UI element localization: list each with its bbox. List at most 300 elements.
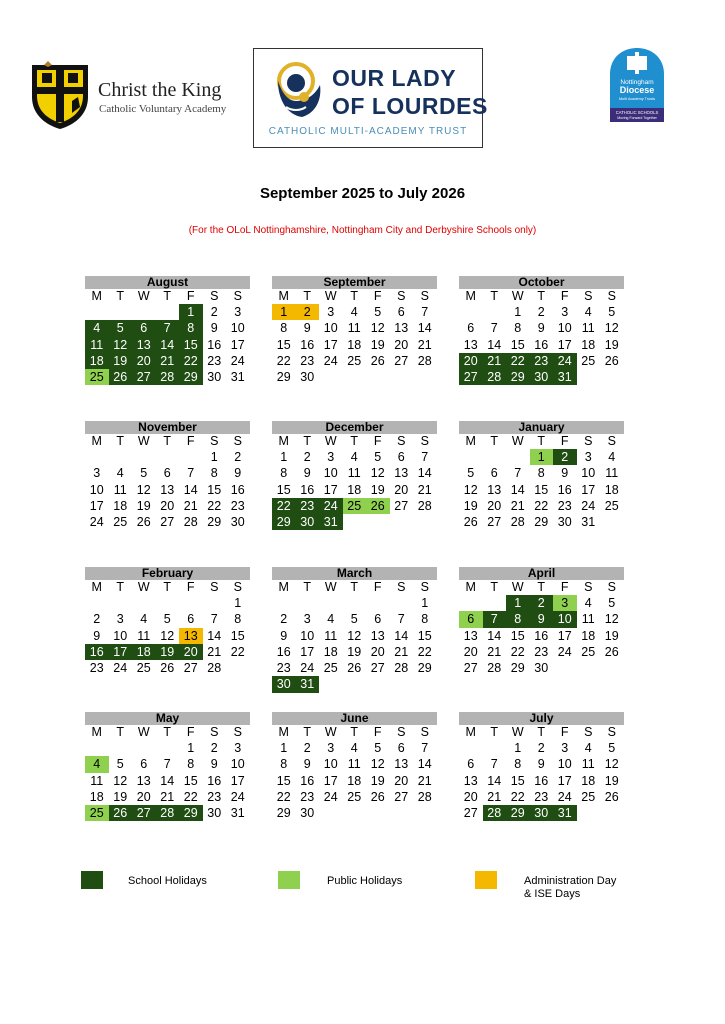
calendar-day: 13: [394, 757, 409, 772]
calendar-day: 21: [417, 773, 432, 788]
calendar-day-empty: [179, 449, 203, 465]
calendar-day: 26: [463, 515, 478, 530]
weekday-label: M: [278, 434, 289, 448]
calendar-day: 28: [487, 661, 502, 676]
calendar-day: 21: [487, 644, 502, 659]
calendar-week: [459, 805, 624, 821]
weekday-label: T: [163, 725, 172, 739]
page-title: September 2025 to July 2026: [259, 185, 466, 202]
calendar-day: 11: [85, 337, 109, 353]
calendar-day: 5: [350, 612, 358, 627]
calendar-day: 14: [417, 466, 432, 481]
calendar-day: 1: [179, 304, 203, 320]
calendar-day: 28: [483, 369, 507, 385]
calendar-day-empty: [553, 660, 577, 676]
calendar-day: 23: [534, 644, 549, 659]
calendar-day: 13: [394, 466, 409, 481]
calendar-day-empty: [600, 514, 624, 530]
calendar-day: 26: [604, 789, 619, 804]
weekday-label: M: [91, 580, 102, 594]
calendar-day: 28: [183, 515, 198, 530]
calendar-day: 18: [581, 337, 596, 352]
calendar-day: 4: [85, 756, 109, 772]
calendar-day: 1: [506, 595, 530, 611]
calendar-day: 15: [276, 482, 291, 497]
ctk-name: Christ the King: [98, 79, 222, 101]
calendar-day: 23: [300, 353, 315, 368]
calendar-day: 29: [506, 805, 530, 821]
weekday-header-row: [459, 725, 624, 740]
calendar-day: 19: [347, 644, 362, 659]
calendar-day: 16: [207, 773, 222, 788]
weekday-label: S: [397, 580, 406, 594]
weekday-header-row: [272, 725, 437, 740]
school-holiday-label: School Holidays: [128, 875, 207, 887]
calendar-day: 2: [530, 595, 554, 611]
calendar-day: 11: [90, 773, 104, 788]
calendar-day: 16: [557, 482, 572, 497]
calendar-day: 13: [394, 321, 409, 336]
calendar-day: 7: [187, 466, 195, 481]
weekday-label: T: [116, 725, 125, 739]
calendar-week: [272, 756, 437, 772]
calendar-day: 11: [137, 628, 151, 643]
weekday-header-row: [459, 289, 624, 304]
calendar-day: 24: [581, 498, 596, 513]
calendar-day: 2: [296, 304, 320, 320]
calendar-day: 28: [417, 498, 432, 513]
calendar-day: 8: [234, 612, 242, 627]
calendar-day: 23: [207, 353, 222, 368]
calendar-day: 1: [514, 305, 522, 319]
calendar-day: 25: [136, 661, 151, 676]
calendar-day: 6: [397, 741, 405, 755]
calendar-day: 6: [397, 305, 405, 319]
calendar-day: 7: [490, 757, 498, 772]
weekday-label: M: [465, 580, 476, 594]
calendar-week: [272, 660, 437, 676]
calendar-day: 16: [230, 482, 245, 497]
weekday-label: W: [511, 289, 524, 303]
calendar-day: 12: [109, 337, 133, 353]
calendar-week: [459, 337, 624, 353]
calendar-day: 19: [109, 353, 133, 369]
weekday-label: S: [607, 289, 616, 303]
calendar-day: 24: [230, 353, 245, 368]
calendar-day: 3: [327, 450, 335, 464]
weekday-label: S: [607, 434, 616, 448]
calendar-day: 9: [561, 466, 569, 481]
calendar-day-empty: [343, 514, 367, 530]
calendar-week: [272, 676, 437, 692]
calendar-week: [85, 320, 250, 336]
calendar-day: 8: [506, 611, 530, 627]
weekday-label: T: [303, 725, 312, 739]
calendar-day: 30: [296, 514, 320, 530]
calendar-day: 21: [207, 644, 222, 659]
calendar-day: 12: [604, 612, 619, 627]
calendar-day: 29: [276, 370, 291, 385]
school-crest-icon: [28, 61, 92, 131]
weekday-label: T: [537, 580, 546, 594]
calendar-day: 10: [553, 611, 577, 627]
calendar-day-empty: [483, 449, 507, 465]
calendar-day: 24: [323, 353, 338, 368]
calendar-week: [459, 449, 624, 465]
calendar-day: 16: [534, 628, 549, 643]
christ-the-king-logo: [24, 45, 244, 135]
calendar-week: [85, 595, 250, 611]
calendar-week: [272, 304, 437, 320]
calendar-day: 13: [132, 337, 156, 353]
calendar-day-empty: [413, 514, 437, 530]
calendar-day-empty: [413, 676, 437, 692]
calendar-day: 14: [417, 757, 432, 772]
calendar-day-empty: [343, 676, 367, 692]
calendar-day: 18: [347, 773, 362, 788]
calendar-day: 15: [230, 628, 245, 643]
calendar-day: 14: [487, 628, 502, 643]
calendar-day: 17: [323, 337, 338, 352]
calendar-day: 18: [347, 337, 362, 352]
calendar-day-empty: [109, 595, 133, 611]
calendar-day: 28: [417, 353, 432, 368]
calendar-day: 9: [537, 757, 545, 772]
calendar-day: 10: [300, 628, 315, 643]
weekday-header-row: [85, 725, 250, 740]
calendar-day: 31: [230, 370, 245, 385]
calendar-day: 17: [557, 628, 572, 643]
calendar-day: 9: [537, 321, 545, 336]
admin-day-label-2: & ISE Days: [524, 888, 581, 900]
calendar-day: 16: [534, 773, 549, 788]
calendar-day: 27: [132, 369, 156, 385]
calendar-day: 25: [347, 353, 362, 368]
calendar-day: 1: [272, 304, 296, 320]
weekday-label: S: [210, 725, 219, 739]
calendar-day: 20: [487, 498, 502, 513]
month-title: June: [272, 712, 437, 725]
calendar-day: 5: [374, 450, 382, 464]
weekday-label: T: [490, 434, 499, 448]
calendar-week: [85, 304, 250, 320]
calendar-day: 4: [584, 305, 592, 319]
calendar-day: 10: [89, 482, 104, 497]
calendar-day: 11: [581, 612, 595, 627]
calendar-day: 10: [581, 466, 596, 481]
weekday-label: S: [233, 580, 242, 594]
calendar-day: 13: [160, 482, 175, 497]
weekday-label: F: [373, 289, 382, 303]
calendar-day: 14: [183, 482, 198, 497]
calendar-day: 19: [370, 337, 385, 352]
calendar-week: [85, 628, 250, 644]
calendar-day-empty: [483, 740, 507, 756]
weekday-label: S: [210, 580, 219, 594]
month-title: November: [85, 421, 250, 434]
weekday-label: T: [116, 289, 125, 303]
calendar-day: 5: [374, 741, 382, 755]
calendar-day-empty: [600, 805, 624, 821]
calendar-day: 7: [421, 741, 429, 755]
calendar-day: 23: [534, 789, 549, 804]
calendar-day-empty: [156, 449, 180, 465]
calendar-day: 2: [537, 305, 545, 319]
public-holiday-swatch: [278, 871, 300, 889]
calendar-day: 4: [584, 741, 592, 755]
calendar-day: 11: [347, 321, 361, 336]
calendar-day: 5: [109, 320, 133, 336]
calendar-day: 30: [530, 369, 554, 385]
calendar-week: [85, 337, 250, 353]
calendar-day: 4: [116, 466, 124, 481]
month-title: January: [459, 421, 624, 434]
calendar-day-empty: [459, 449, 483, 465]
calendar-day: 13: [463, 628, 478, 643]
weekday-label: S: [210, 434, 219, 448]
calendar-day: 4: [350, 741, 358, 755]
calendar-day: 24: [553, 353, 577, 369]
month-july: [459, 712, 624, 821]
calendar-day: 20: [132, 353, 156, 369]
calendar-day: 30: [230, 515, 245, 530]
svg-text:Moving Forward Together: Moving Forward Together: [617, 116, 657, 120]
calendar-day: 7: [514, 466, 522, 481]
admin-day-swatch: [475, 871, 497, 889]
calendar-day: 19: [370, 773, 385, 788]
calendar-day: 19: [156, 644, 180, 660]
calendar-day-empty: [203, 595, 227, 611]
calendar-day-empty: [319, 595, 343, 611]
calendar-day: 4: [584, 596, 592, 610]
weekday-header-row: [272, 434, 437, 449]
calendar-day-empty: [343, 369, 367, 385]
calendar-day: 26: [136, 515, 151, 530]
calendar-day: 26: [604, 353, 619, 368]
calendar-day: 25: [323, 661, 338, 676]
weekday-label: W: [137, 580, 150, 594]
calendar-day: 22: [510, 789, 525, 804]
calendar-week: [85, 482, 250, 498]
weekday-label: M: [465, 289, 476, 303]
calendar-week: [85, 449, 250, 465]
weekday-label: S: [233, 725, 242, 739]
calendar-day: 18: [85, 353, 109, 369]
calendar-day: 24: [113, 661, 128, 676]
weekday-header-row: [85, 289, 250, 304]
calendar-day: 31: [230, 806, 245, 821]
ctk-subtitle: Catholic Voluntary Academy: [99, 103, 227, 115]
calendar-day-empty: [459, 595, 483, 611]
calendar-day: 7: [210, 612, 218, 627]
weekday-label: F: [373, 434, 382, 448]
calendar-day-empty: [390, 805, 414, 821]
calendar-day: 20: [136, 789, 151, 804]
calendar-week: [459, 304, 624, 320]
calendar-day: 1: [514, 741, 522, 755]
calendar-week: [85, 773, 250, 789]
calendar-day: 3: [116, 612, 124, 627]
calendar-day-empty: [85, 595, 109, 611]
calendar-day: 1: [187, 741, 195, 755]
calendar-day: 24: [323, 789, 338, 804]
weekday-header-row: [85, 434, 250, 449]
calendar-week: [85, 789, 250, 805]
calendar-day-empty: [109, 449, 133, 465]
calendar-week: [85, 740, 250, 756]
calendar-day: 3: [93, 466, 101, 481]
calendar-day: 25: [85, 805, 109, 821]
calendar-week: [272, 465, 437, 481]
calendar-day: 5: [163, 612, 171, 627]
calendar-day: 17: [89, 498, 104, 513]
calendar-day: 22: [506, 353, 530, 369]
calendar-day: 28: [207, 661, 222, 676]
weekday-label: S: [420, 434, 429, 448]
calendar-day: 21: [417, 482, 432, 497]
calendar-day: 26: [347, 661, 362, 676]
calendar-day: 5: [608, 305, 616, 319]
calendar-day-empty: [483, 304, 507, 320]
calendar-day: 7: [421, 305, 429, 319]
weekday-label: F: [373, 580, 382, 594]
calendar-day-empty: [132, 595, 156, 611]
calendar-day: 25: [113, 515, 128, 530]
month-february: [85, 567, 250, 676]
calendar-day: 3: [561, 741, 569, 755]
calendar-day: 14: [156, 337, 180, 353]
weekday-label: S: [584, 725, 593, 739]
calendar-day: 31: [296, 676, 320, 692]
calendar-day: 2: [303, 450, 311, 464]
weekday-label: S: [420, 725, 429, 739]
calendar-day-empty: [577, 805, 601, 821]
month-title: October: [459, 276, 624, 289]
olol-line3: CATHOLIC MULTI-ACADEMY TRUST: [268, 126, 468, 137]
calendar-week: [272, 644, 437, 660]
calendar-day: 6: [140, 757, 148, 772]
weekday-label: W: [511, 725, 524, 739]
calendar-day: 21: [183, 498, 198, 513]
calendar-day: 25: [581, 353, 596, 368]
calendar-day: 15: [510, 337, 525, 352]
calendar-day: 25: [604, 498, 619, 513]
calendar-day: 6: [163, 466, 171, 481]
calendar-day: 9: [303, 466, 311, 481]
svg-text:Nottingham: Nottingham: [620, 79, 654, 86]
calendar-week: [272, 789, 437, 805]
calendar-day: 16: [85, 644, 109, 660]
calendar-day: 8: [210, 466, 218, 481]
weekday-label: S: [233, 289, 242, 303]
calendar-day: 9: [530, 611, 554, 627]
calendar-day: 6: [459, 611, 483, 627]
calendar-day: 20: [463, 789, 478, 804]
calendar-day: 9: [210, 321, 218, 336]
calendar-day-empty: [296, 595, 320, 611]
calendar-day: 22: [276, 353, 291, 368]
calendar-day: 16: [207, 337, 222, 352]
calendar-day: 4: [350, 305, 358, 319]
calendar-day: 11: [324, 628, 338, 643]
svg-text:Multi Academy Trusts: Multi Academy Trusts: [618, 97, 656, 101]
calendar-day: 18: [132, 644, 156, 660]
calendar-day: 26: [366, 498, 390, 514]
calendar-day: 28: [156, 369, 180, 385]
weekday-label: S: [584, 289, 593, 303]
calendar-day: 20: [394, 337, 409, 352]
calendar-day-empty: [156, 595, 180, 611]
weekday-header-row: [85, 580, 250, 595]
weekday-label: S: [607, 580, 616, 594]
weekday-label: F: [560, 289, 569, 303]
calendar-day: 17: [557, 337, 572, 352]
calendar-day-empty: [156, 740, 180, 756]
calendar-day-empty: [156, 304, 180, 320]
calendar-day: 23: [89, 661, 104, 676]
weekday-label: F: [186, 725, 195, 739]
calendar-day: 8: [537, 466, 545, 481]
calendar-day: 22: [534, 498, 549, 513]
calendar-day: 27: [132, 805, 156, 821]
calendar-day: 28: [156, 805, 180, 821]
calendar-day: 19: [604, 337, 619, 352]
calendar-day: 23: [296, 498, 320, 514]
calendar-week: [459, 465, 624, 481]
calendar-day: 15: [417, 628, 432, 643]
calendar-day: 27: [463, 806, 478, 821]
calendar-day: 31: [553, 805, 577, 821]
calendar-day: 3: [234, 305, 242, 319]
calendar-day: 27: [394, 789, 409, 804]
weekday-label: M: [465, 725, 476, 739]
calendar-day: 6: [132, 320, 156, 336]
calendar-day: 26: [370, 789, 385, 804]
weekday-label: T: [350, 725, 359, 739]
calendar-day: 29: [510, 661, 525, 676]
calendar-day: 18: [604, 482, 619, 497]
calendar-day: 7: [490, 321, 498, 336]
calendar-day: 25: [581, 644, 596, 659]
weekday-label: T: [303, 289, 312, 303]
calendar-day: 25: [343, 498, 367, 514]
calendar-day: 19: [463, 498, 478, 513]
calendar-day: 16: [300, 337, 315, 352]
calendar-week: [459, 756, 624, 772]
calendar-day: 2: [93, 612, 101, 627]
calendar-day: 3: [234, 741, 242, 755]
calendar-day: 17: [109, 644, 133, 660]
weekday-label: T: [350, 434, 359, 448]
calendar-day: 23: [300, 789, 315, 804]
calendar-day: 5: [116, 757, 124, 772]
weekday-label: S: [420, 580, 429, 594]
calendar-week: [272, 740, 437, 756]
calendar-day: 27: [394, 498, 409, 513]
calendar-day-empty: [226, 660, 250, 676]
calendar-day: 20: [459, 353, 483, 369]
weekday-label: T: [490, 289, 499, 303]
calendar-day: 8: [280, 757, 288, 772]
our-lady-of-lourdes-logo: [253, 48, 488, 148]
calendar-day: 15: [510, 773, 525, 788]
calendar-day: 17: [323, 482, 338, 497]
calendar-day: 22: [510, 644, 525, 659]
weekday-label: W: [137, 725, 150, 739]
calendar-day: 18: [323, 644, 338, 659]
calendar-week: [272, 514, 437, 530]
calendar-week: [272, 369, 437, 385]
